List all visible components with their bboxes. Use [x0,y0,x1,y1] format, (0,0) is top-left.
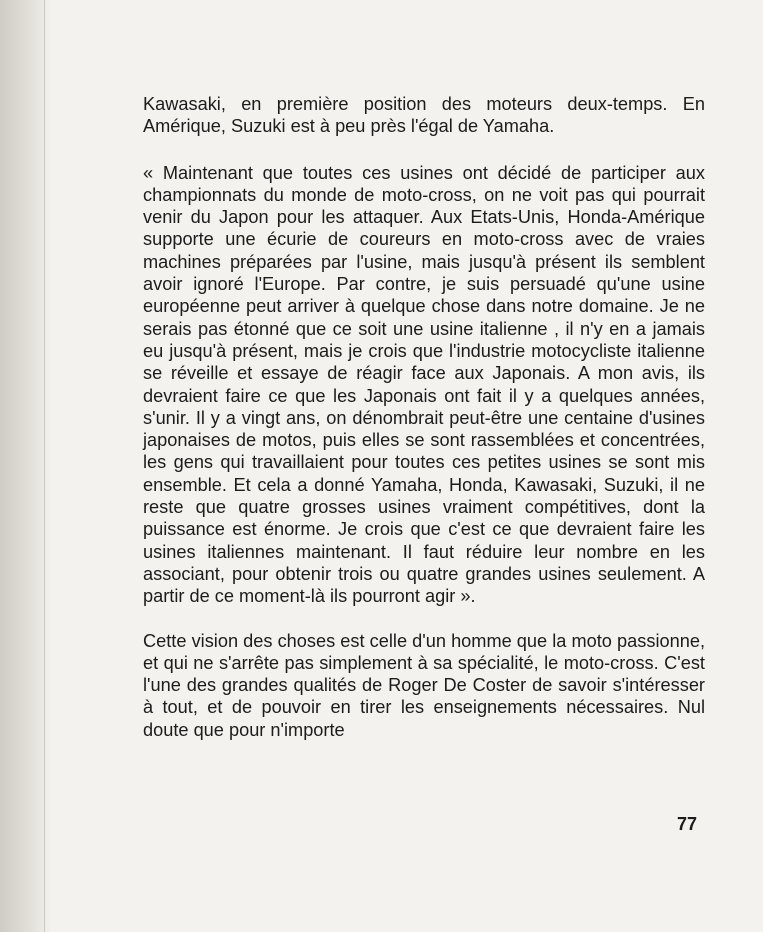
page-gutter-line [44,0,45,932]
page-number: 77 [677,814,698,834]
paragraph-2: « Maintenant que toutes ces usines ont décidé de participer aux championnats du monde de moto-cross, on ne voit pas qui pourrait venir du Japon pour les attaquer. Aux Etats-Unis, Honda-Amérique supporte une écurie de coureurs en moto-cross avec de vraies machines préparées par l'usine, mais jusqu'à présent ils semblent avoir ignoré l'Europe. Par contre, je suis persuadé qu'une usine européenne peut arriver à quelque chose dans notre domaine. Je ne serais pas étonné que ce soit une usine italienne , il n'y en a jamais eu jusqu'à présent, mais je crois que l'industrie motocycliste italienne se réveille et essaye de réagir face aux Japonais. A mon avis, ils devraient faire ce que les Japonais ont fait il y a quelques années, s'unir. Il y a vingt ans, on dénombrait peut-être une centaine d'usines japonaises de motos, puis elles se sont rassemblées et concentrées, les gens qui travaillaient pour toutes ces petites usines se sont mis ensemble. Et cela a donné Yamaha, Honda, Kawasaki, Suzuki, il ne reste que quatre grosses usines vraiment compétitives, dont la puissance est énorme. Je crois que c'est ce que devraient faire les usines italiennes maintenant. Il faut réduire leur nombre en les associant, pour obtenir trois ou quatre grandes usines seulement. A partir de ce moment-là ils pourront agir ». [143,162,705,607]
page-body [143,93,705,741]
paragraph-3: Cette vision des choses est celle d'un homme que la moto passionne, et qui ne s'arrête pas simplement à sa spécialité, le moto-cross. C'est l'une des grandes qualités de Roger De Coster de savoir s'intéresser à tout, et de pouvoir en tirer les enseignements nécessaires. Nul doute que pour n'importe [143,630,705,740]
paragraph-1: Kawasaki, en première position des moteurs deux-temps. En Amérique, Suzuki est à peu près l'égal de Yamaha. [143,94,705,137]
